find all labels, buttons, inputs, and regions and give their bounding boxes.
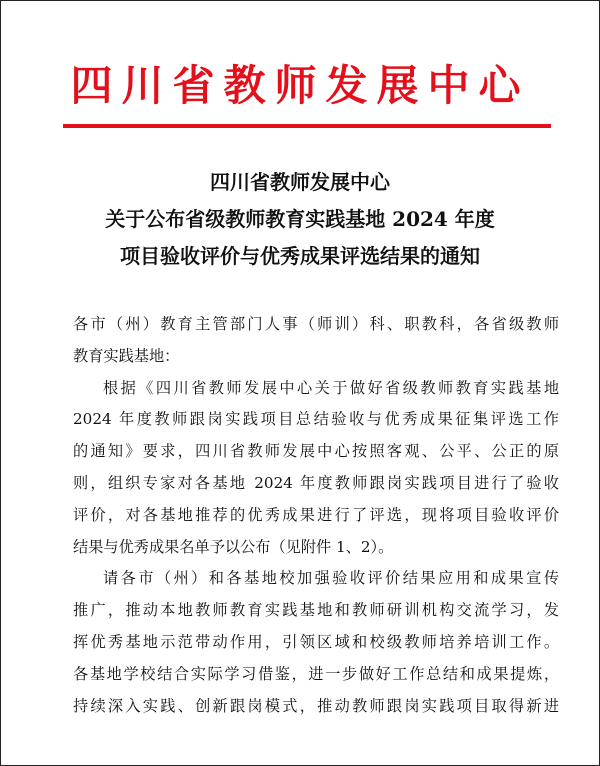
body-line-para2-2: 推广，推动本地教师教育实践基地和教师研训机构交流学习，发 (73, 601, 559, 620)
body-line-para1-1: 根据《四川省教师发展中心关于做好省级教师教育实践基地 (103, 378, 559, 397)
body-line-salutation-1: 各市（州）教育主管部门人事（师训）科、职教科，各省级教师 (73, 315, 559, 333)
body-line-para2-4: 各基地学校结合实际学习借鉴，进一步做好工作总结和成果提炼， (73, 664, 559, 683)
body-line-para2-5: 持续深入实践、创新跟岗模式，推动教师跟岗实践项目取得新进 (73, 696, 559, 715)
notice-title (1, 164, 599, 275)
title-line-3: 项目验收评价与优秀成果评选结果的通知 (120, 244, 480, 268)
title-line-2: 关于公布省级教师教育实践基地 2024 年度 (105, 207, 495, 231)
body-line-para1-3: 的通知》要求，四川省教师发展中心按照客观、公平、公正的原 (73, 442, 559, 461)
title-line-1: 四川省教师发展中心 (210, 170, 390, 194)
body-line-para1-6: 结果与优秀成果名单予以公布（见附件 1、2）。 (73, 537, 394, 556)
body-line-salutation-2: 教育实践基地： (73, 346, 180, 365)
body-line-para2-3: 挥优秀基地示范带动作用，引领区域和校级教师培养培训工作。 (73, 632, 559, 651)
body-line-para1-4: 则，组织专家对各基地 2024 年度教师跟岗实践项目进行了验收 (73, 473, 559, 492)
masthead-org-name: 四川省教师发展中心 (70, 61, 530, 110)
masthead-red-rule (63, 124, 551, 128)
body-line-para1-2: 2024 年度教师跟岗实践项目总结验收与优秀成果征集评选工作 (73, 410, 559, 429)
notice-body (73, 309, 559, 722)
body-line-para2-1: 请各市（州）和各基地校加强验收评价结果应用和成果宣传 (103, 569, 559, 588)
body-line-para1-5: 评价，对各基地推荐的优秀成果进行了评选，现将项目验收评价 (73, 505, 559, 524)
